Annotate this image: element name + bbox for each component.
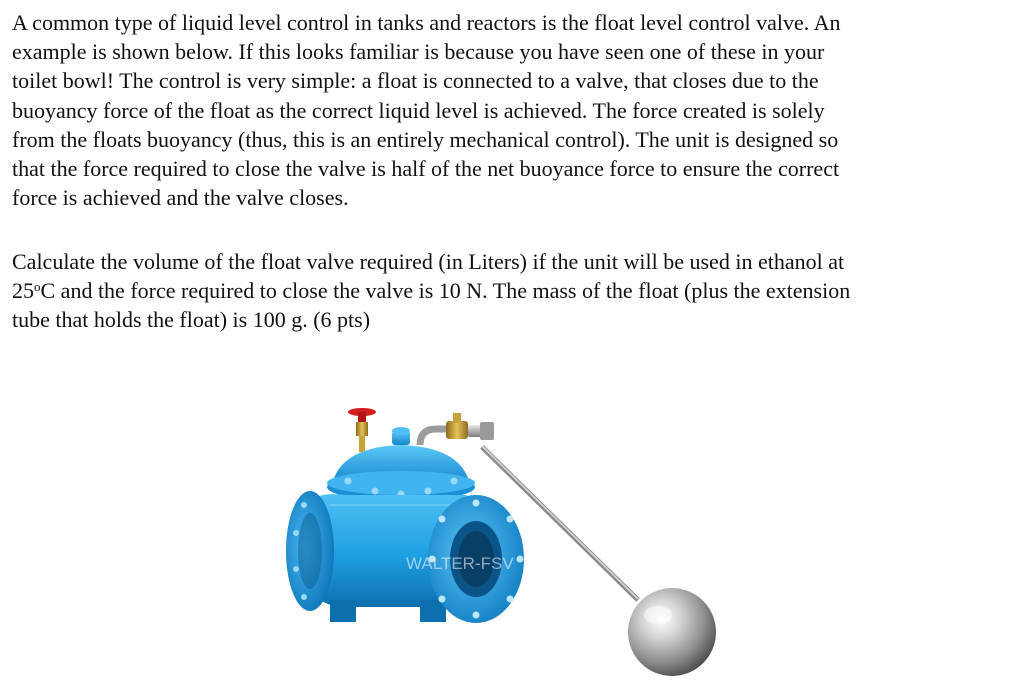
text-line: tube that holds the float) is 100 g. (6 pts) — [12, 307, 371, 333]
text-line: Calculate the volume of the float valve required (in Liters) if the unit will be used in ethanol at — [12, 249, 845, 274]
pilot-fitting — [420, 413, 494, 445]
handwheel-icon — [348, 408, 376, 452]
text-line: buoyancy force of the float as the correct liquid level is achieved. The force created is solely — [12, 97, 825, 123]
float-valve-figure — [270, 395, 740, 695]
inlet-flange — [286, 491, 334, 611]
problem-question-paragraph — [12, 247, 1007, 335]
text-line: that the force required to close the valve is half of the net buoyance force to ensure the correct — [12, 156, 840, 182]
text-line-rest: C and the force required to close the valve is 10 N. The mass of the float (plus the extension — [40, 278, 851, 304]
text-line: force is achieved and the valve closes. — [12, 185, 349, 211]
text-line-temperature — [12, 276, 1007, 305]
text-line: A common type of liquid level control in tanks and reactors is the float level control valve. An — [12, 10, 841, 35]
float-ball — [628, 588, 716, 676]
text-line: example is shown below. If this looks familiar is because you have seen one of these in your — [12, 39, 825, 65]
text-line: toilet bowl! The control is very simple: a float is connected to a valve, that closes due to the — [12, 68, 819, 94]
watermark-text: WALTER-FSV — [406, 554, 514, 573]
problem-intro-paragraph — [12, 8, 1007, 212]
float-valve-illustration — [270, 395, 740, 695]
text-line: from the floats buoyancy (thus, this is an entirely mechanical control). The unit is designed so — [12, 126, 839, 152]
temperature-value: 25 — [12, 278, 34, 304]
degree-symbol: o — [34, 279, 41, 295]
